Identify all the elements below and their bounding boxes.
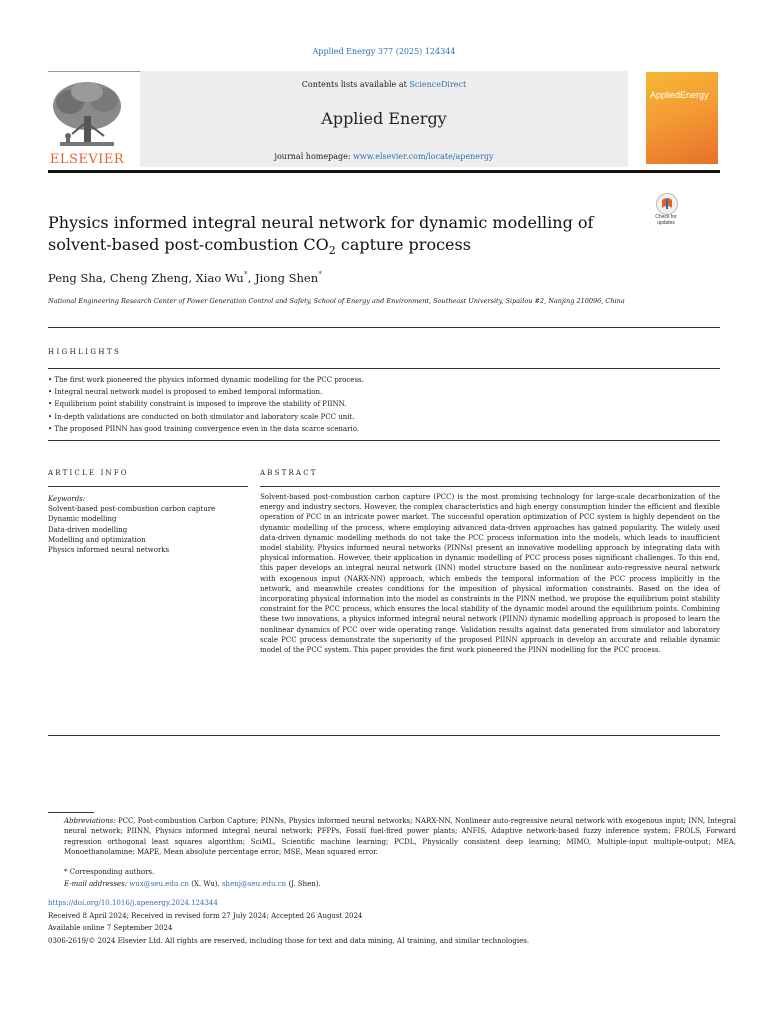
check-updates-label: Check for updates: [655, 214, 677, 226]
homepage-link[interactable]: www.elsevier.com/locate/apenergy: [353, 152, 494, 161]
list-item: • The first work pioneered the physics informed dynamic modelling for the PCC process.: [48, 376, 364, 384]
paper-title: [48, 212, 628, 262]
cover-title: AppliedEnergy: [650, 90, 709, 100]
abbreviations-text: PCC, Post-combustion Carbon Capture; PINNs, Physics informed neural networks; NARX-NN, Nonlinear auto-regressive neural network with exogenous input; INN, Integral neural network; PIINN, Physics informed integral neural network; PFPPs, Fossil fuel-fired power plants; ANFIS, Adaptive network-based fuzzy inference system; FROLS, Forward regression orthogonal least squares algorithm; SciML, Scientific machine learning; PCDL, Physically consistent deep learning; MIMO, Multiple-input multiple-output; MEA, Monoethanolamine; MAPE, Mean absolute percentage error; MSE, Mean squared error.: [64, 817, 736, 857]
title-line-2: [48, 234, 628, 262]
keywords-label: Keywords:: [48, 495, 86, 503]
author-name[interactable]: Peng Sha: [48, 270, 103, 285]
affiliation: National Engineering Research Center of Power Generation Control and Safety, School of Energy and Environment, Southeast University, Sipailou #2, Nanjing 210096, China: [48, 297, 625, 305]
highlight-text: Integral neural network model is proposed to embed temporal information.: [54, 388, 323, 397]
list-item: • In-depth validations are conducted on both simulator and laboratory scale PCC unit.: [48, 412, 355, 421]
keyword[interactable]: Physics informed neural networks: [48, 546, 170, 555]
email-link[interactable]: wux@seu.edu.cn: [129, 880, 189, 888]
highlight-text: The first work pioneered the physics informed dynamic modelling for the PCC process.: [54, 376, 364, 384]
check-updates-icon: [656, 193, 678, 215]
email-addresses: [48, 879, 736, 889]
title-subscript: 2: [328, 244, 336, 258]
corresponding-authors-note: * Corresponding authors.: [64, 868, 155, 876]
header-bottom-rule: [48, 170, 720, 173]
copyright-notice: 0306-2619/© 2024 Elsevier Ltd. All rights are reserved, including those for text and data mining, AI training, and similar technologies.: [48, 937, 530, 945]
email-owner: (J. Shen).: [286, 880, 321, 888]
section-divider: [260, 486, 720, 487]
keyword[interactable]: Modelling and optimization: [48, 535, 146, 544]
doi-link[interactable]: https://doi.org/10.1016/j.apenergy.2024.124344: [48, 899, 218, 907]
abbreviations-label: Abbreviations:: [64, 817, 116, 825]
journal-name: Applied Energy: [321, 109, 447, 128]
author-name[interactable]: Jiong Shen: [255, 270, 319, 285]
email-owner: (X. Wu),: [188, 880, 222, 888]
highlight-text: Equilibrium point stability constraint is imposed to improve the stability of PIINN.: [54, 400, 347, 409]
list-item: • The proposed PIINN has good training convergence even in the data scarce scenario.: [48, 424, 360, 433]
list-item: • Integral neural network model is proposed to embed temporal information.: [48, 388, 323, 397]
footnote-rule: [48, 812, 94, 813]
available-online-date: Available online 7 September 2024: [48, 924, 173, 932]
section-divider: [48, 327, 720, 328]
section-divider: [48, 486, 248, 487]
email-link[interactable]: shenj@seu.edu.cn: [221, 880, 287, 888]
title-line-1: Physics informed integral neural network for dynamic modelling of: [48, 213, 594, 232]
received-dates: Received 8 April 2024; Received in revised form 27 July 2024; Accepted 26 August 2024: [48, 912, 363, 920]
author-name[interactable]: Xiao Wu: [195, 270, 244, 285]
highlights-list: [48, 374, 720, 435]
keyword[interactable]: Dynamic modelling: [48, 515, 117, 524]
corresponding-author-marker[interactable]: *: [243, 270, 248, 279]
abstract-text: Solvent-based post-combustion carbon capture (PCC) is the most promising technology for large-scale decarbonization of the energy and industry sectors. However, the complex characteristics and high energy consumption hinder the efficient and flexible operation of PCC in an intricate power market. The successful operation optimization of PCC system is highly dependent on the dynamic modelling of the process, where employing advanced data-driven approaches has gained popularity. The widely used data-driven dynamic modelling methods do not take the PCC process information into the models, which leads to insufficient model stability. Physics informed neural networks (PINNs) present an innovative modelling approach by integrating data with physical information. However, their application in dynamic modelling of PCC process poses significant challenges. To this end, this paper develops an integral neural network (INN) model structure based on the nonlinear auto-regressive neural network with exogenous input (NARX-NN) approach, which embeds the temporal information of the PCC process implicitly in the network, and meanwhile creates conditions for the imposition of physical information constraints. Based on the idea of incorporating physical information into the model as constraints in the PINN method, we propose the equilibrium point stability constraint for the PCC process, which ensures the local stability of the dynamic model around the equilibrium points. Combining these two innovations, a physics informed integral neural network (PIINN) dynamic modelling approach is proposed to learn the nonlinear dynamics of PCC over wide operating range. Validation results against data generated from simulator and laboratory scale PCC process demonstrate the superiority of the proposed PIINN approach in develop an accurate and reliable dynamic model of the PCC system. This paper provides the first work pioneered the PINN modelling for the PCC process.: [260, 493, 720, 655]
section-divider: [48, 440, 720, 441]
abstract-heading: ABSTRACT: [260, 469, 318, 477]
highlights-heading: HIGHLIGHTS: [48, 348, 122, 356]
check-for-updates-button[interactable]: [646, 193, 686, 229]
journal-reference-link[interactable]: Applied Energy 377 (2025) 124344: [312, 47, 456, 56]
keywords-block: [48, 494, 248, 555]
keyword[interactable]: Data-driven modelling: [48, 525, 128, 534]
journal-homepage: [140, 152, 628, 161]
section-divider: [48, 368, 720, 369]
author-name[interactable]: Cheng Zheng: [109, 270, 189, 285]
journal-cover-image[interactable]: [646, 72, 718, 164]
email-label: E-mail addresses:: [64, 880, 128, 888]
abbreviations-footnote: [48, 816, 736, 858]
contents-prefix: Contents lists available at: [301, 80, 410, 89]
section-divider: [48, 735, 720, 736]
homepage-prefix: journal homepage:: [274, 152, 354, 161]
title-line-2-pre: solvent-based post-combustion CO: [48, 235, 329, 254]
corresponding-author-marker[interactable]: *: [318, 270, 323, 279]
sciencedirect-link[interactable]: ScienceDirect: [409, 80, 467, 89]
contents-availability: [140, 80, 628, 89]
keyword[interactable]: Solvent-based post-combustion carbon capture: [48, 505, 216, 514]
list-item: • Equilibrium point stability constraint is imposed to improve the stability of PIINN.: [48, 400, 347, 409]
elsevier-wordmark: ELSEVIER: [49, 152, 125, 167]
title-line-2-post: capture process: [335, 235, 471, 254]
author-list: Peng Sha, Cheng Zheng, Xiao Wu*, Jiong Shen*: [48, 270, 323, 285]
highlight-text: In-depth validations are conducted on both simulator and laboratory scale PCC unit.: [54, 412, 355, 421]
highlight-text: The proposed PIINN has good training convergence even in the data scarce scenario.: [54, 424, 360, 433]
article-info-heading: ARTICLE INFO: [48, 469, 129, 477]
